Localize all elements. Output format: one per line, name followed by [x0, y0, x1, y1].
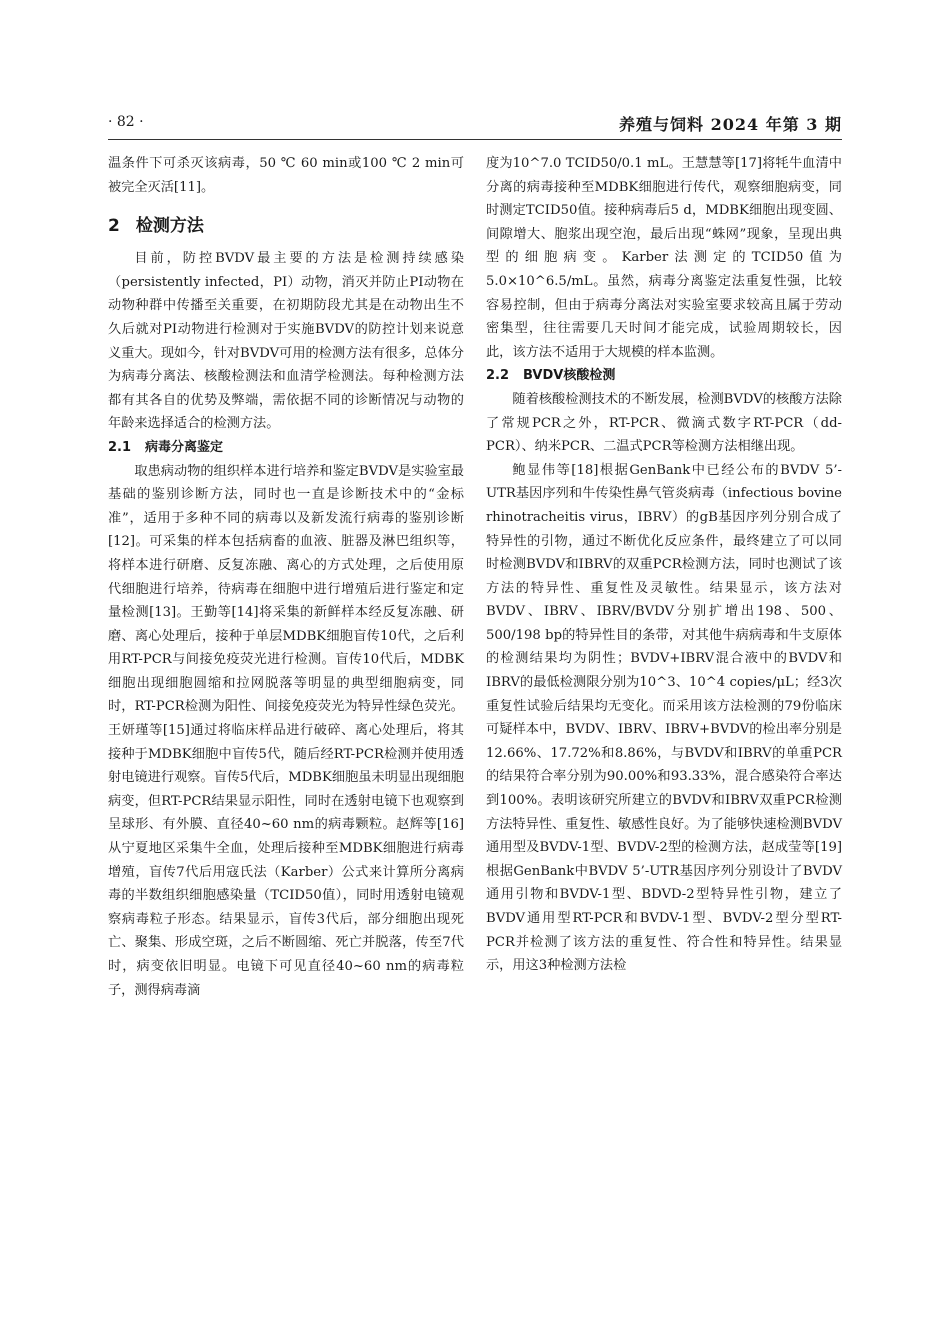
subsection-number: 2.1 — [108, 439, 132, 455]
subsection-heading-2-2 — [486, 364, 842, 388]
subsection-title: 病毒分离鉴定 — [145, 439, 224, 455]
paragraph: 鲍显伟等[18]根据GenBank中已经公布的BVDV 5’-UTR基因序列和牛传染性鼻气管炎病毒（infectious bovine rhinotracheitis virus，IBRV）的gB基因序列分别合成了特异性的引物，通过不断优化反应条件，最终建立了可以同时检测BVDV和IBRV的双重PCR检测方法，同时也测试了该方法的特异性、重复性及灵敏性。结果显示，该方法对BVDV、IBRV、IBRV/BVDV分别扩增出198、500、500/198 bp的特异性目的条带，对其他牛病病毒和牛支原体的检测结果均为阴性；BVDV+IBRV混合液中的BVDV和IBRV的最低检测限分别为10^3、10^4 copies/μL；经3次重复性试验后结果均无变化。而采用该方法检测的79份临床可疑样本中，BVDV、IBRV、IBRV+BVDV的检出率分别是12.66%、17.72%和8.86%，与BVDV和IBRV的单重PCR的结果符合率分别为90.00%和93.33%，混合感染符合率达到100%。表明该研究所建立的BVDV和IBRV双重PCR检测方法特异性、重复性、敏感性良好。为了能够快速检测BVDV通用型及BVDV-1型、BVDV-2型的检测方法，赵成莹等[19]根据GenBank中BVDV 5’-UTR基因序列分别设计了BVDV通用引物和BVDV-1型、BDVD-2型特异性引物，建立了BVDV通用型RT-PCR和BVDV-1型、BVDV-2型分型RT-PCR并检测了该方法的重复性、符合性和特异性。结果显示，用这3种检测方法检 — [486, 462, 842, 974]
section-heading-2 — [108, 213, 464, 239]
page-number: · 82 · — [108, 114, 144, 130]
subsection-number: 2.2 — [486, 368, 510, 384]
subsection-heading-2-1 — [108, 436, 464, 460]
page-header — [108, 112, 842, 140]
section-number: 2 — [108, 216, 120, 237]
paragraph-continued: 温条件下可杀灭该病毒，50 ℃ 60 min或100 ℃ 2 min可被完全灭活[11]。 — [108, 156, 464, 195]
section-title: 检测方法 — [135, 216, 204, 237]
left-column — [108, 152, 464, 1002]
paragraph-continued: 度为10^7.0 TCID50/0.1 mL。王慧慧等[17]将牦牛血清中分离的病毒接种至MDBK细胞进行传代，观察细胞病变，同时测定TCID50值。接种病毒后5 d，MDBK细胞出现变圆、间隙增大、胞浆出现空泡，最后出现“蛛网”现象，呈现出典型的细胞病变。Karber法测定的TCID50值为5.0×10^6.5/mL。虽然，病毒分离鉴定法重复性强，比较容易控制，但由于病毒分离法对实验室要求较高且属于劳动密集型，往往需要几天时间才能完成，试验周期较长，因此，该方法不适用于大规模的样本监测。 — [486, 156, 842, 360]
paragraph: 随着核酸检测技术的不断发展，检测BVDV的核酸方法除了常规PCR之外，RT-PCR、微滴式数字RT-PCR（dd-PCR）、纳米PCR、二温式PCR等检测方法相继出现。 — [486, 391, 842, 455]
paragraph: 目前，防控BVDV最主要的方法是检测持续感染（persistently infected，PI）动物，消灭并防止PI动物在动物种群中传播至关重要，在初期防段尤其是在动物出生不久后就对PI动物进行检测对于实施BVDV的防控计划来说意义重大。现如今，针对BVDV可用的检测方法有很多，总体分为病毒分离法、核酸检测法和血清学检测法。每种检测方法都有其各自的优势及弊端，需依据不同的诊断情况与动物的年龄来选择适合的检测方法。 — [108, 251, 464, 432]
header-rule — [108, 139, 842, 140]
subsection-title: BVDV核酸检测 — [523, 368, 616, 384]
paragraph: 取患病动物的组织样本进行培养和鉴定BVDV是实验室最基础的鉴别诊断方法，同时也一直是诊断技术中的“金标准”，适用于多种不同的病毒以及新发流行病毒的鉴别诊断[12]。可采集的样本包括病畜的血液、脏器及淋巴组织等，将样本进行研磨、反复冻融、离心的方式处理，之后使用原代细胞进行培养，待病毒在细胞中进行增殖后进行鉴定和定量检测[13]。王勤等[14]将采集的新鲜样本经反复冻融、研磨、离心处理后，接种于单层MDBK细胞盲传10代，之后利用RT-PCR与间接免疫荧光进行检测。盲传10代后，MDBK细胞出现细胞圆缩和拉网脱落等明显的典型细胞病变，同时，RT-PCR检测为阳性、间接免疫荧光为特异性绿色荧光。王妍瑾等[15]通过将临床样品进行破碎、离心处理后，将其接种于MDBK细胞中盲传5代，随后经RT-PCR检测并使用透射电镜进行观察。盲传5代后，MDBK细胞虽未明显出现细胞病变，但RT-PCR结果显示阳性，同时在透射电镜下也观察到呈球形、有外膜、直径40~60 nm的病毒颗粒。赵辉等[16]从宁夏地区采集牛全血，处理后接种至MDBK细胞进行病毒增殖，盲传7代后用寇氏法（Karber）公式来计算所分离病毒的半数组织细胞感染量（TCID50值），同时用透射电镜观察病毒粒子形态。结果显示，盲传3代后，部分细胞出现死亡、聚集、形成空斑，之后不断圆缩、死亡并脱落，传至7代时，病变依旧明显。电镜下可见直径40~60 nm的病毒粒子，测得病毒滴 — [108, 463, 464, 998]
journal-title: 养殖与饲料 2024 年第 3 期 — [619, 115, 842, 134]
right-column — [486, 152, 842, 978]
